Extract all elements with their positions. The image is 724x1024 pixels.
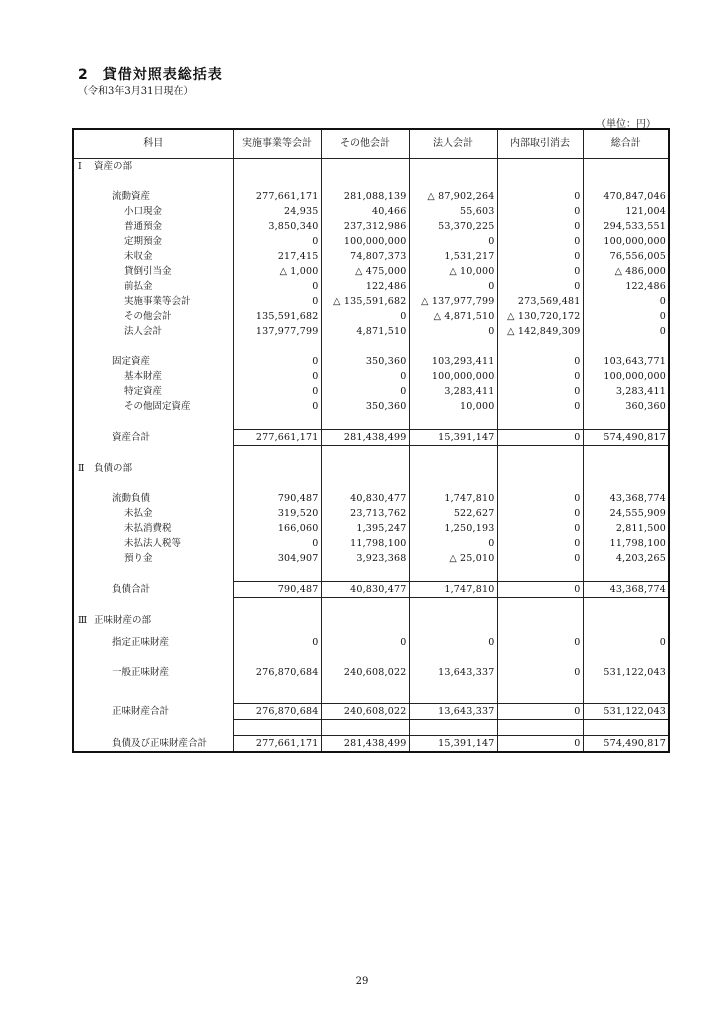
page-number: 29 (355, 976, 369, 987)
total-value: 574,490,817 (583, 430, 669, 446)
sonota-value: 40,830,477 (321, 582, 409, 598)
total-value: 103,643,771 (583, 354, 669, 369)
table-row (73, 354, 669, 369)
hojin-value: △ 10,000 (409, 264, 497, 279)
account-label: 未収金 (73, 249, 233, 264)
sonota-value: 240,608,022 (321, 704, 409, 720)
total-row (73, 582, 669, 598)
table-row (73, 551, 669, 566)
jisshi-value: 135,591,682 (233, 309, 321, 324)
elimination-value: 0 (497, 430, 583, 446)
elimination-value: 0 (497, 354, 583, 369)
hojin-value: 13,643,337 (409, 704, 497, 720)
jisshi-value: 277,661,171 (233, 430, 321, 446)
total-value: 76,556,005 (583, 249, 669, 264)
account-label: 流動資産 (73, 189, 233, 204)
jisshi-value: 277,661,171 (233, 736, 321, 753)
spacer-row (73, 476, 669, 491)
sonota-value: 281,088,139 (321, 189, 409, 204)
sonota-value: 240,608,022 (321, 658, 409, 688)
elimination-value: 273,569,481 (497, 294, 583, 309)
jisshi-value: 0 (233, 384, 321, 399)
hojin-value: 103,293,411 (409, 354, 497, 369)
sonota-value: 40,830,477 (321, 491, 409, 506)
grand-total-row (73, 736, 669, 753)
spacer-row (73, 566, 669, 582)
table-row (73, 324, 669, 339)
sonota-value: 237,312,986 (321, 219, 409, 234)
jisshi-value: 0 (233, 399, 321, 414)
elimination-value: 0 (497, 369, 583, 384)
spacer-row (73, 174, 669, 189)
total-value: 0 (583, 628, 669, 658)
hojin-value: 0 (409, 324, 497, 339)
title-text: 貸借対照表総括表 (102, 67, 223, 83)
hojin-value: 13,643,337 (409, 658, 497, 688)
elimination-value: 0 (497, 628, 583, 658)
header-elimination: 内部取引消去 (497, 129, 583, 159)
account-label: 未払消費税 (73, 521, 233, 536)
header-sonota: その他会計 (321, 129, 409, 159)
total-value: 360,360 (583, 399, 669, 414)
header-total: 総合計 (583, 129, 669, 159)
total-value: 574,490,817 (583, 736, 669, 753)
hojin-value: 1,747,810 (409, 582, 497, 598)
sonota-value: 23,713,762 (321, 506, 409, 521)
balance-sheet-table (72, 128, 670, 753)
jisshi-value: 166,060 (233, 521, 321, 536)
sonota-value: 281,438,499 (321, 430, 409, 446)
section-number: Ⅲ (78, 615, 88, 626)
table-row (73, 491, 669, 506)
elimination-value: 0 (497, 582, 583, 598)
elimination-value: 0 (497, 736, 583, 753)
total-value: 43,368,774 (583, 491, 669, 506)
section-liabilities (73, 461, 669, 476)
elimination-value: 0 (497, 658, 583, 688)
header-account: 科目 (73, 129, 233, 159)
elimination-value: 0 (497, 384, 583, 399)
page-title (78, 64, 223, 84)
total-value: 531,122,043 (583, 658, 669, 688)
hojin-value: 15,391,147 (409, 430, 497, 446)
elimination-value: 0 (497, 536, 583, 551)
hojin-value: 15,391,147 (409, 736, 497, 753)
account-label: 負債合計 (73, 582, 233, 598)
hojin-value: 10,000 (409, 399, 497, 414)
total-value: 43,368,774 (583, 582, 669, 598)
hojin-value: △ 87,902,264 (409, 189, 497, 204)
account-label: 未払法人税等 (73, 536, 233, 551)
hojin-value: △ 25,010 (409, 551, 497, 566)
elimination-value: △ 130,720,172 (497, 309, 583, 324)
jisshi-value: 137,977,799 (233, 324, 321, 339)
spacer-row (73, 446, 669, 462)
as-of-date: （令和3年3月31日現在） (78, 86, 194, 97)
total-value: 4,203,265 (583, 551, 669, 566)
jisshi-value: 277,661,171 (233, 189, 321, 204)
hojin-value: 0 (409, 628, 497, 658)
account-label: 未払金 (73, 506, 233, 521)
jisshi-value: 217,415 (233, 249, 321, 264)
total-value: 2,811,500 (583, 521, 669, 536)
account-label: 固定資産 (73, 354, 233, 369)
section-net-assets (73, 613, 669, 628)
sonota-value: 74,807,373 (321, 249, 409, 264)
total-row (73, 704, 669, 720)
table-row (73, 399, 669, 414)
account-label: 小口現金 (73, 204, 233, 219)
header-hojin: 法人会計 (409, 129, 497, 159)
account-label: 実施事業等会計 (73, 294, 233, 309)
total-value: 0 (583, 309, 669, 324)
elimination-value: 0 (497, 249, 583, 264)
jisshi-value: 319,520 (233, 506, 321, 521)
unit-label: （単位：円） (596, 119, 656, 130)
sonota-value: 1,395,247 (321, 521, 409, 536)
sonota-value: 11,798,100 (321, 536, 409, 551)
jisshi-value: 790,487 (233, 582, 321, 598)
jisshi-value: 0 (233, 369, 321, 384)
table-row (73, 309, 669, 324)
section-label: Ⅰ 資産の部 (73, 159, 233, 175)
account-label: 負債及び正味財産合計 (73, 736, 233, 753)
total-value: 100,000,000 (583, 369, 669, 384)
hojin-value: 3,283,411 (409, 384, 497, 399)
elimination-value: 0 (497, 704, 583, 720)
total-value: 3,283,411 (583, 384, 669, 399)
elimination-value: 0 (497, 491, 583, 506)
table-row (73, 189, 669, 204)
account-label: 一般正味財産 (73, 658, 233, 688)
total-value: 470,847,046 (583, 189, 669, 204)
elimination-value: 0 (497, 551, 583, 566)
elimination-value: 0 (497, 521, 583, 536)
spacer-row (73, 688, 669, 704)
spacer-row (73, 598, 669, 614)
hojin-value: △ 4,871,510 (409, 309, 497, 324)
jisshi-value: 3,850,340 (233, 219, 321, 234)
account-label: 貸倒引当金 (73, 264, 233, 279)
section-assets (73, 159, 669, 175)
account-label: 流動負債 (73, 491, 233, 506)
sonota-value: 122,486 (321, 279, 409, 294)
account-label: その他会計 (73, 309, 233, 324)
jisshi-value: 24,935 (233, 204, 321, 219)
section-label: Ⅱ 負債の部 (73, 461, 233, 476)
table-row (73, 521, 669, 536)
table-row (73, 384, 669, 399)
sonota-value: 3,923,368 (321, 551, 409, 566)
total-row (73, 430, 669, 446)
table-row (73, 204, 669, 219)
table-row (73, 658, 669, 688)
total-value: △ 486,000 (583, 264, 669, 279)
sonota-value: 4,871,510 (321, 324, 409, 339)
elimination-value: 0 (497, 399, 583, 414)
jisshi-value: 790,487 (233, 491, 321, 506)
total-value: 121,004 (583, 204, 669, 219)
hojin-value: 1,531,217 (409, 249, 497, 264)
sonota-value: △ 475,000 (321, 264, 409, 279)
hojin-value: 100,000,000 (409, 369, 497, 384)
sonota-value: 350,360 (321, 354, 409, 369)
table-row (73, 249, 669, 264)
table-row (73, 369, 669, 384)
hojin-value: 522,627 (409, 506, 497, 521)
sonota-value: 100,000,000 (321, 234, 409, 249)
total-value: 100,000,000 (583, 234, 669, 249)
jisshi-value: 276,870,684 (233, 704, 321, 720)
table-row (73, 294, 669, 309)
account-label: 基本財産 (73, 369, 233, 384)
table-row (73, 536, 669, 551)
total-value: 24,555,909 (583, 506, 669, 521)
elimination-value: 0 (497, 264, 583, 279)
header-jisshi: 実施事業等会計 (233, 129, 321, 159)
jisshi-value: 276,870,684 (233, 658, 321, 688)
elimination-value: 0 (497, 189, 583, 204)
sonota-value: 350,360 (321, 399, 409, 414)
jisshi-value: 0 (233, 294, 321, 309)
spacer-row (73, 339, 669, 354)
elimination-value: △ 142,849,309 (497, 324, 583, 339)
section-number: Ⅰ (78, 161, 82, 172)
jisshi-value: 0 (233, 628, 321, 658)
account-label: 正味財産合計 (73, 704, 233, 720)
section-number: Ⅱ (78, 463, 85, 474)
jisshi-value: 0 (233, 279, 321, 294)
account-label: 前払金 (73, 279, 233, 294)
table-row (73, 506, 669, 521)
account-label: 預り金 (73, 551, 233, 566)
elimination-value: 0 (497, 219, 583, 234)
elimination-value: 0 (497, 204, 583, 219)
total-value: 0 (583, 294, 669, 309)
hojin-value: 55,603 (409, 204, 497, 219)
hojin-value: 53,370,225 (409, 219, 497, 234)
table-row (73, 234, 669, 249)
total-value: 0 (583, 324, 669, 339)
title-number: 2 (78, 67, 89, 83)
sonota-value: 0 (321, 369, 409, 384)
hojin-value: 1,747,810 (409, 491, 497, 506)
sonota-value: △ 135,591,682 (321, 294, 409, 309)
hojin-value: 1,250,193 (409, 521, 497, 536)
total-value: 531,122,043 (583, 704, 669, 720)
hojin-value: 0 (409, 234, 497, 249)
jisshi-value: 304,907 (233, 551, 321, 566)
total-value: 122,486 (583, 279, 669, 294)
spacer-row (73, 414, 669, 430)
table-row (73, 279, 669, 294)
section-label: Ⅲ 正味財産の部 (73, 613, 233, 628)
jisshi-value: 0 (233, 354, 321, 369)
account-label: 指定正味財産 (73, 628, 233, 658)
sonota-value: 0 (321, 384, 409, 399)
header-row (73, 129, 669, 159)
account-label: その他固定資産 (73, 399, 233, 414)
sonota-value: 281,438,499 (321, 736, 409, 753)
account-label: 資産合計 (73, 430, 233, 446)
account-label: 法人会計 (73, 324, 233, 339)
hojin-value: △ 137,977,799 (409, 294, 497, 309)
elimination-value: 0 (497, 279, 583, 294)
elimination-value: 0 (497, 506, 583, 521)
hojin-value: 0 (409, 536, 497, 551)
account-label: 定期預金 (73, 234, 233, 249)
total-value: 11,798,100 (583, 536, 669, 551)
sonota-value: 0 (321, 628, 409, 658)
sonota-value: 40,466 (321, 204, 409, 219)
table-row (73, 628, 669, 658)
hojin-value: 0 (409, 279, 497, 294)
jisshi-value: 0 (233, 536, 321, 551)
spacer-row (73, 720, 669, 736)
elimination-value: 0 (497, 234, 583, 249)
account-label: 特定資産 (73, 384, 233, 399)
jisshi-value: △ 1,000 (233, 264, 321, 279)
table-row (73, 264, 669, 279)
jisshi-value: 0 (233, 234, 321, 249)
table-row (73, 219, 669, 234)
sonota-value: 0 (321, 309, 409, 324)
account-label: 普通預金 (73, 219, 233, 234)
total-value: 294,533,551 (583, 219, 669, 234)
